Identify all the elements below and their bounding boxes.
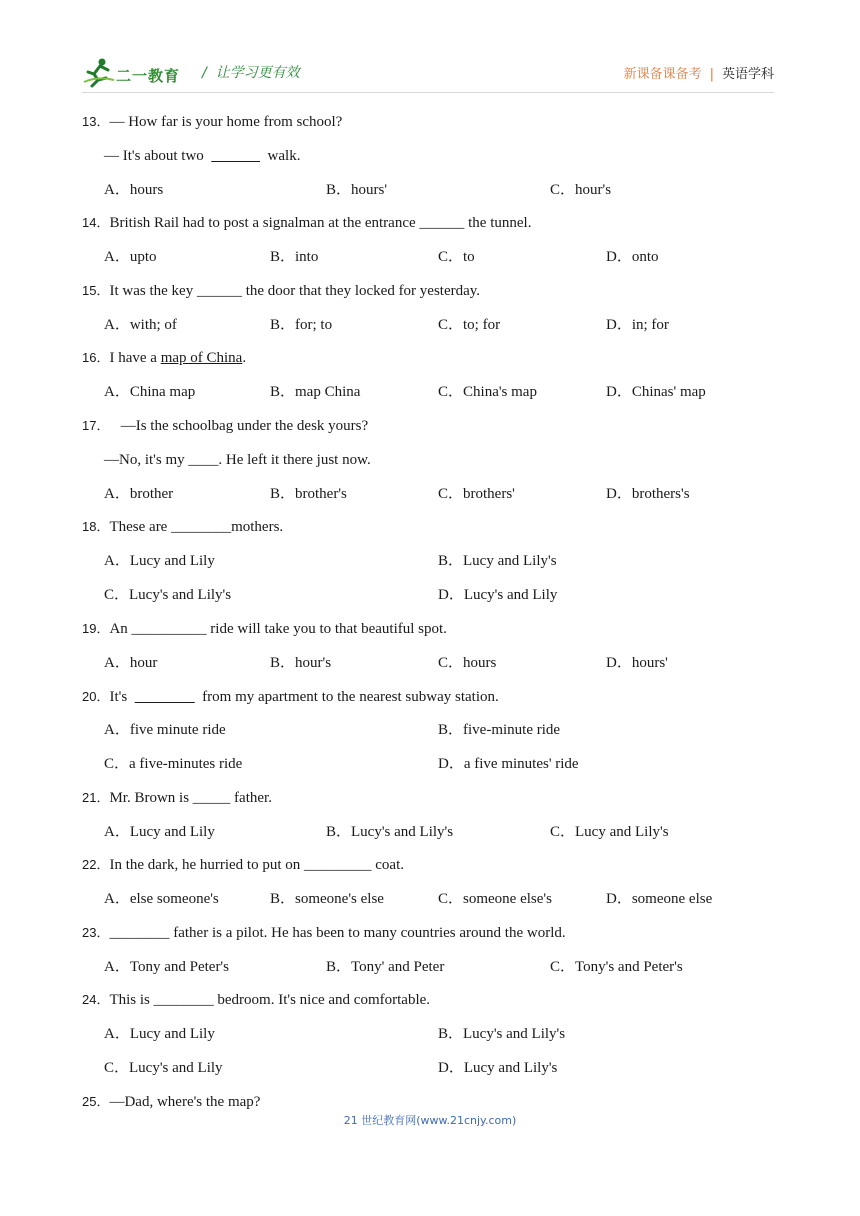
option[interactable]: B．for; to	[270, 317, 333, 333]
page-header	[82, 54, 774, 90]
option[interactable]: A．brother	[104, 486, 174, 502]
question-text-line: — It's about two walk.	[104, 148, 301, 164]
slogan: / 让学习更有效	[202, 65, 300, 81]
page-footer: 21 世纪教育网(www.21cnjy.com)	[343, 1114, 517, 1127]
header-separator: |	[709, 67, 714, 82]
option[interactable]: C．someone else's	[438, 891, 552, 907]
option[interactable]: D．onto	[606, 249, 659, 265]
option[interactable]: C．Lucy and Lily's	[550, 824, 669, 840]
header-right	[624, 63, 774, 82]
question-15: 15．It was the key ______ the door that they locked for yesterday.	[82, 283, 481, 299]
option[interactable]: B．into	[270, 249, 319, 265]
option[interactable]: B．someone's else	[270, 891, 384, 907]
option[interactable]: A．hour	[104, 655, 158, 671]
question-13: 13．— How far is your home from school?	[82, 114, 343, 130]
question-22: 22．In the dark, he hurried to put on _________ coat.	[82, 857, 404, 873]
option[interactable]: B．brother's	[270, 486, 347, 502]
option[interactable]: D．hours'	[606, 655, 668, 671]
option[interactable]: B．five-minute ride	[438, 722, 561, 738]
option[interactable]: B．map China	[270, 384, 361, 400]
option[interactable]: D．brothers's	[606, 486, 690, 502]
option[interactable]: A．China map	[104, 384, 196, 400]
question-25: 25．—Dad, where's the map?	[82, 1094, 261, 1110]
underlined-phrase: map of China	[160, 350, 243, 366]
option[interactable]: C．China's map	[438, 384, 537, 400]
option[interactable]: C．to	[438, 249, 475, 265]
question-19: 19．An __________ ride will take you to that beautiful spot.	[82, 621, 447, 637]
option[interactable]: B．Lucy's and Lily's	[326, 824, 454, 840]
subject-label: 英语学科	[721, 67, 774, 82]
logo	[82, 56, 192, 90]
option[interactable]: B．Lucy and Lily's	[438, 553, 557, 569]
option[interactable]: A．else someone's	[104, 891, 219, 907]
option[interactable]: D．someone else	[606, 891, 713, 907]
option[interactable]: D．a five minutes' ride	[438, 756, 579, 772]
option[interactable]: B．Tony' and Peter	[326, 959, 445, 975]
option[interactable]: D．Lucy's and Lily	[438, 587, 558, 603]
question-16: 16．I have a map of China.	[82, 350, 247, 366]
option[interactable]: D．in; for	[606, 317, 669, 333]
question-18: 18．These are ________mothers.	[82, 519, 284, 535]
option[interactable]: B．Lucy's and Lily's	[438, 1026, 566, 1042]
runner-logo-icon	[82, 56, 116, 88]
option[interactable]: A．Tony and Peter's	[104, 959, 229, 975]
option[interactable]: C．to; for	[438, 317, 501, 333]
question-24: 24．This is ________ bedroom. It's nice and comfortable.	[82, 992, 431, 1008]
option[interactable]: C．hour's	[550, 182, 612, 198]
question-21: 21．Mr. Brown is _____ father.	[82, 790, 272, 806]
question-20: 20．It's from my apartment to the nearest subway station.	[82, 689, 499, 705]
option[interactable]: A．Lucy and Lily	[104, 553, 215, 569]
header-divider	[82, 92, 774, 93]
option[interactable]: D．Chinas' map	[606, 384, 706, 400]
option[interactable]: C．brothers'	[438, 486, 515, 502]
question-14: 14．British Rail had to post a signalman at the entrance ______ the tunnel.	[82, 215, 532, 231]
question-17: 17． —Is the schoolbag under the desk yours?	[82, 418, 369, 434]
option[interactable]: A．upto	[104, 249, 157, 265]
question-23: 23．________ father is a pilot. He has been to many countries around the world.	[82, 925, 566, 941]
course-label: 新课备课备考	[623, 67, 702, 82]
option[interactable]: C．a five-minutes ride	[104, 756, 243, 772]
option[interactable]: C．Lucy's and Lily	[104, 1060, 223, 1076]
option[interactable]: C．hours	[438, 655, 497, 671]
option[interactable]: B．hour's	[270, 655, 332, 671]
option[interactable]: A．Lucy and Lily	[104, 1026, 215, 1042]
option[interactable]: D．Lucy and Lily's	[438, 1060, 558, 1076]
logo-text: 二一教育	[116, 68, 181, 85]
option[interactable]: A．with; of	[104, 317, 177, 333]
option[interactable]: A．Lucy and Lily	[104, 824, 215, 840]
option[interactable]: B．hours'	[326, 182, 388, 198]
option[interactable]: A．five minute ride	[104, 722, 226, 738]
option[interactable]: A．hours	[104, 182, 164, 198]
option[interactable]: C．Lucy's and Lily's	[104, 587, 232, 603]
option[interactable]: C．Tony's and Peter's	[550, 959, 683, 975]
question-text-line: —No, it's my ____. He left it there just now.	[104, 452, 371, 468]
